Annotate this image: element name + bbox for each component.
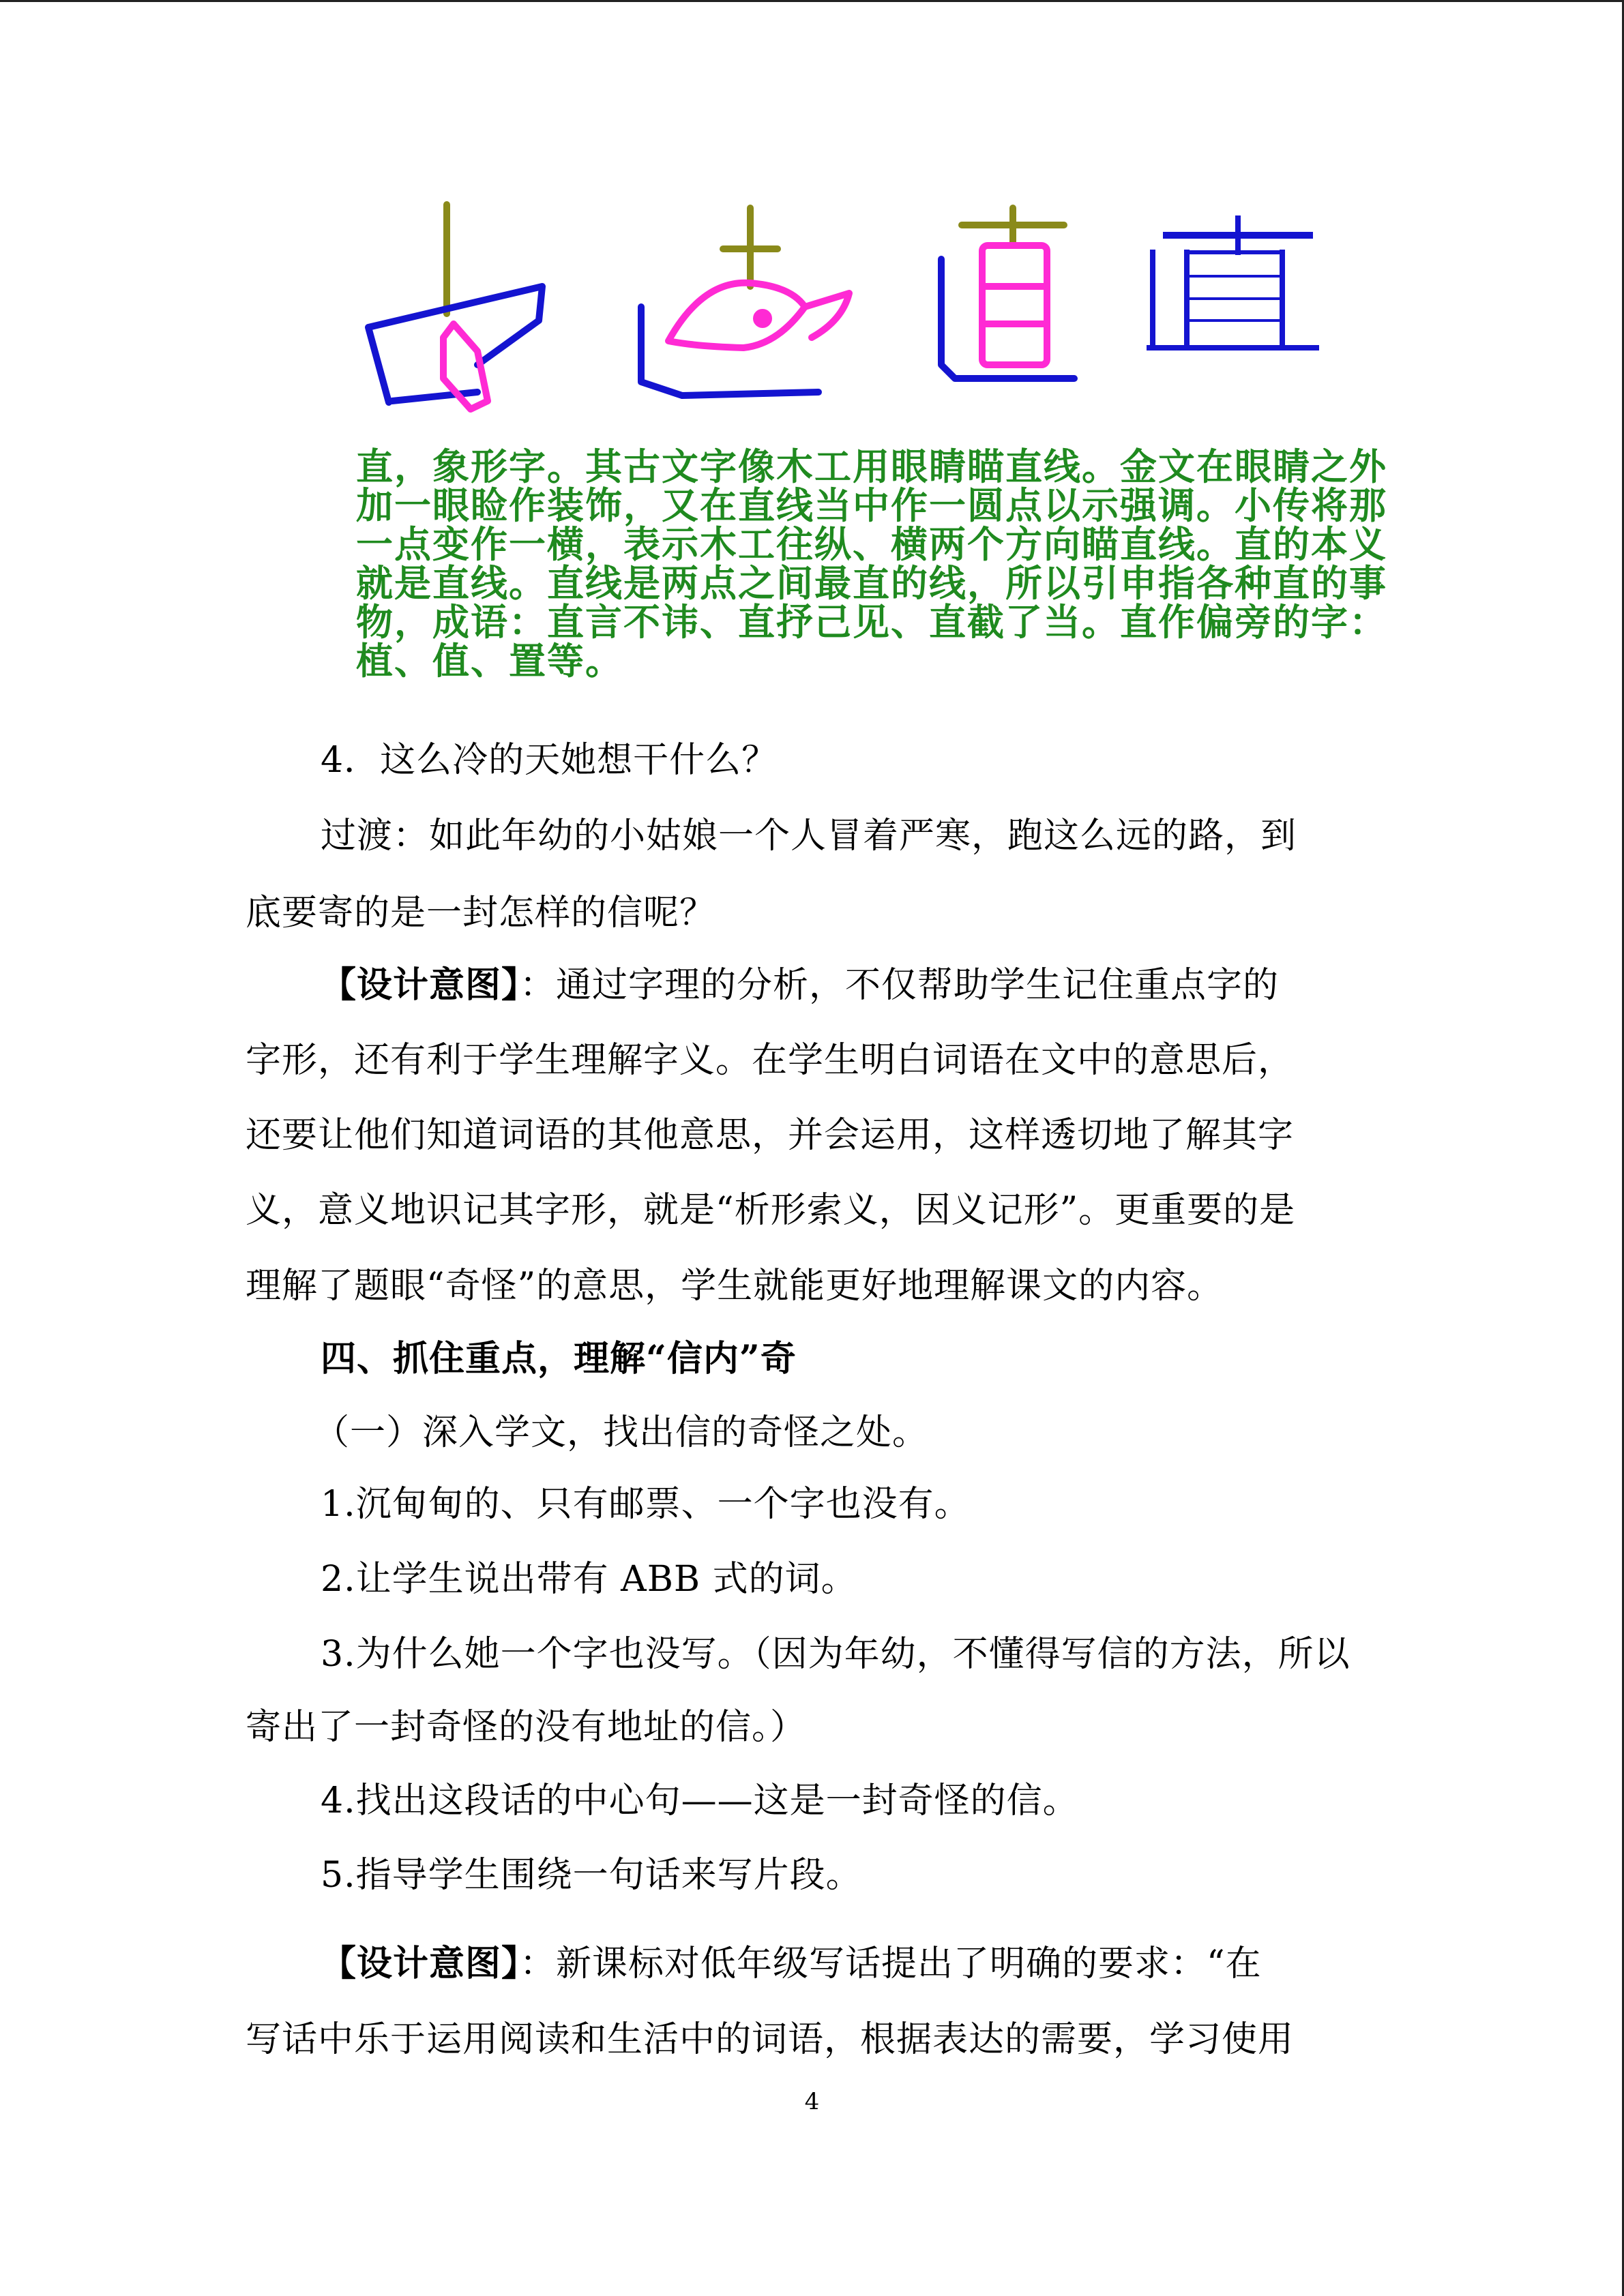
- list-item-5: 5.指导学生围绕一句话来写片段。: [321, 1855, 862, 1896]
- list-item-2: 2.让学生说出带有 ABB 式的词。: [321, 1559, 857, 1600]
- design-intent-2-line-1: [321, 1935, 1262, 1986]
- design-intent-1-line-1: [321, 956, 1279, 1007]
- design-intent-1-line-4: 义，意义地识记其字形，就是“析形索义，因义记形”。更重要的是: [246, 1190, 1296, 1231]
- transition-line-1: 过渡：如此年幼的小姑娘一个人冒着严寒，跑这么远的路，到: [321, 816, 1297, 856]
- section-4-heading: 四、抓住重点，理解“信内”奇: [321, 1338, 797, 1380]
- character-explanation: 直，象形字。其古文字像木工用眼睛瞄直线。金文在眼睛之外加一眼睑作装饰，又在直线当中作一圆点以示强调。小传将那一点变作一横，表示木工往纵、横两个方向瞄直线。直的本义就是直线。直线是两点之间最直的线，所以引申指各种直的事物，成语：直言不讳、直抒己见、直截了当。直作偏旁的字：植、值、置等。: [356, 445, 1387, 683]
- page-number: 4: [804, 2088, 820, 2115]
- list-item-1: 1.沉甸甸的、只有邮票、一个字也没有。: [321, 1484, 971, 1525]
- character-evolution-figure: [341, 184, 1364, 423]
- oracle-bone-zhi: [368, 205, 542, 409]
- design-intent-label: 【设计意图】: [321, 964, 520, 1006]
- question-4: 4．这么冷的天她想干什么？: [321, 740, 778, 781]
- subsection-1-heading: （一）深入学文，找出信的奇怪之处。: [314, 1412, 929, 1453]
- design-intent-1-line-3: 还要让他们知道词语的其他意思，并会运用，这样透切地了解其字: [246, 1115, 1295, 1156]
- design-intent-2-text: ：新课标对低年级写话提出了明确的要求：“在: [520, 1943, 1262, 1984]
- design-intent-1-line-2: 字形，还有利于学生理解字义。在学生明白词语在文中的意思后，: [246, 1040, 1295, 1081]
- design-intent-1-line-5: 理解了题眼“奇怪”的意思，学生就能更好地理解课文的内容。: [246, 1266, 1224, 1307]
- modern-zhi: [1149, 218, 1316, 348]
- transition-line-2: 底要寄的是一封怎样的信呢？: [246, 893, 716, 934]
- list-item-3-line-1: 3.为什么她一个字也没写。（因为年幼，不懂得写信的方法，所以: [321, 1634, 1350, 1675]
- list-item-3-line-2: 寄出了一封奇怪的没有地址的信。）: [246, 1707, 807, 1748]
- bronze-zhi: [641, 208, 849, 396]
- design-intent-2-line-2: 写话中乐于运用阅读和生活中的词语，根据表达的需要，学习使用: [246, 2019, 1295, 2060]
- design-intent-label: 【设计意图】: [321, 1943, 520, 1984]
- design-intent-1-text: ：通过字理的分析，不仅帮助学生记住重点字的: [520, 965, 1280, 1006]
- list-item-4: 4.找出这段话的中心句——这是一封奇怪的信。: [321, 1780, 1079, 1821]
- seal-zhi: [941, 208, 1074, 378]
